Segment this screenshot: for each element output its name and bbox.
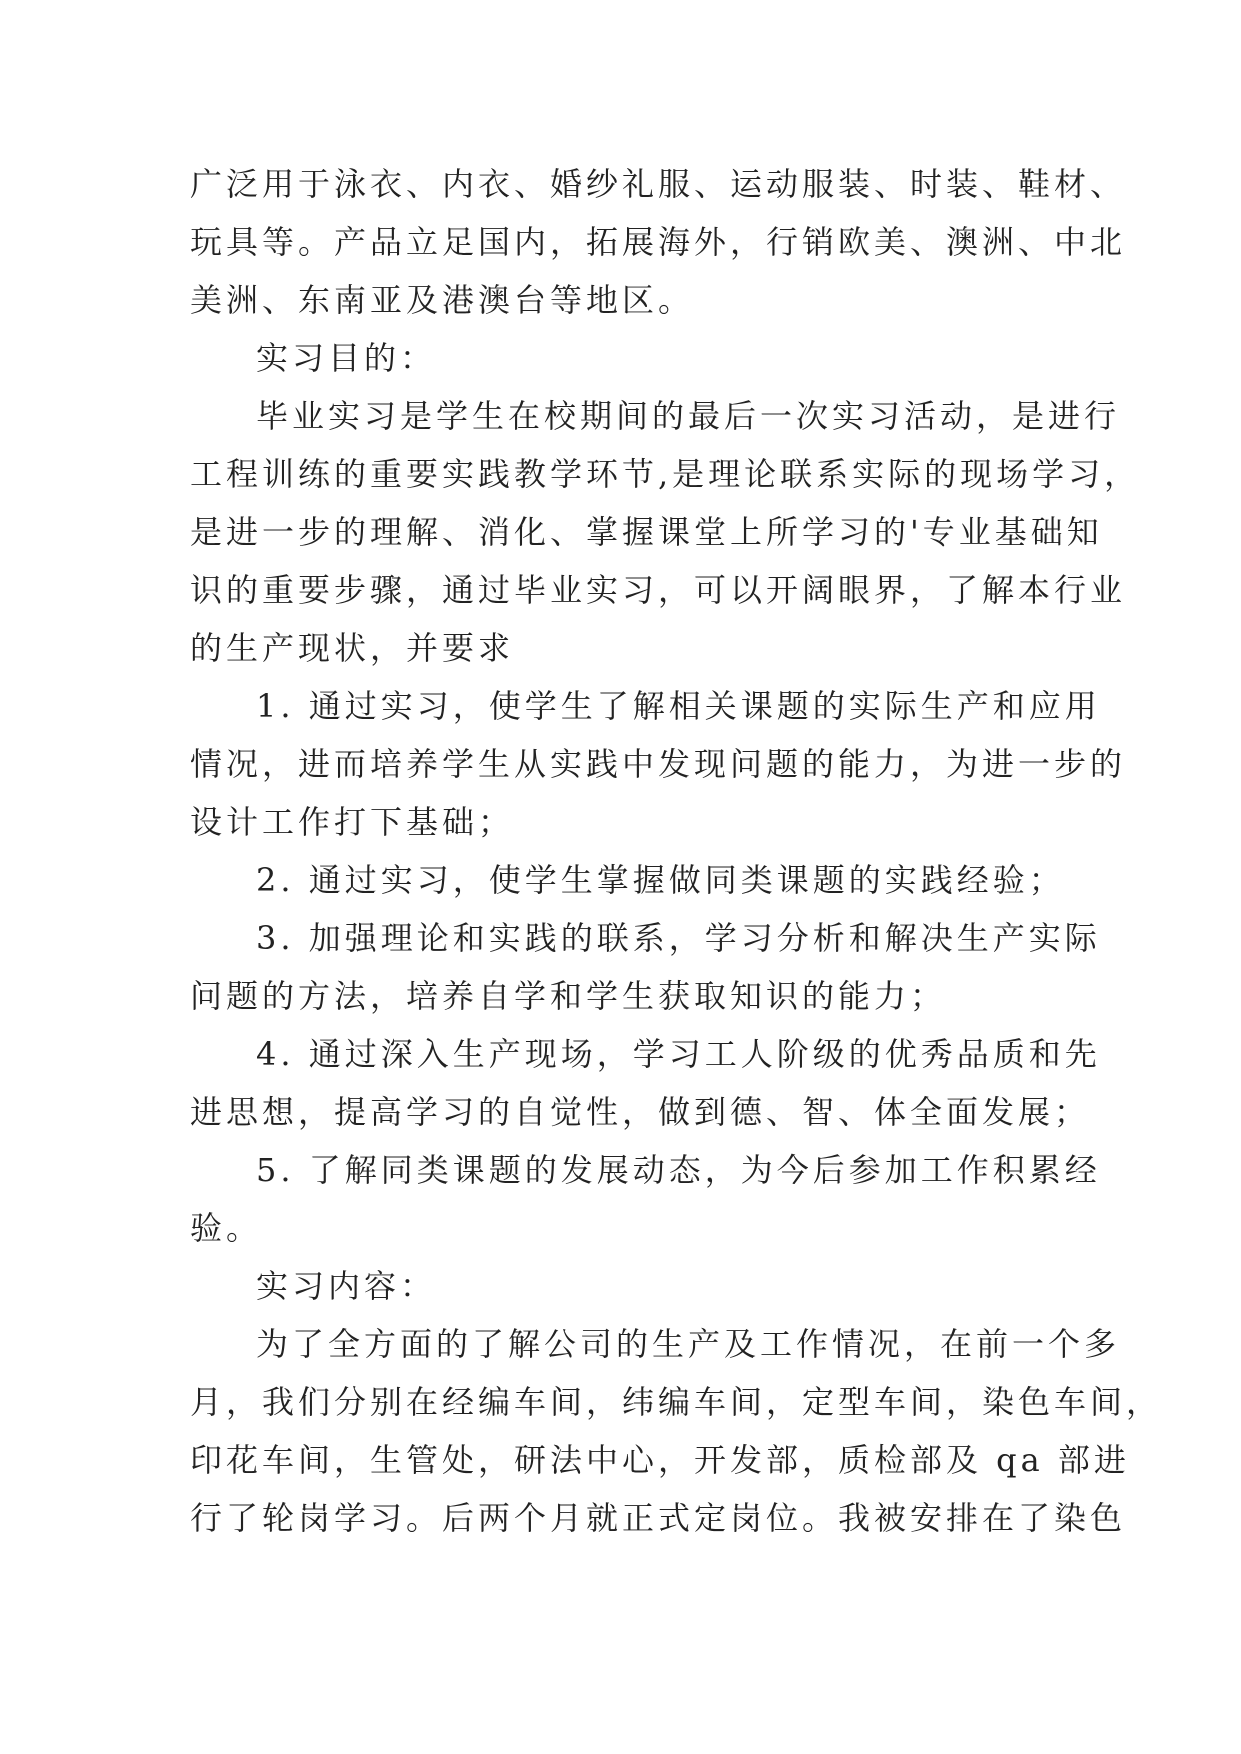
text-line-15: 问题的方法，培养自学和学生获取知识的能力； [190,977,947,1015]
text-line-24: 行了轮岗学习。后两个月就正式定岗位。我被安排在了染色 [190,1499,1127,1537]
list-item-5: 5. 了解同类课题的发展动态，为今后参加工作积累经 [256,1151,1101,1189]
text-line-12: 设计工作打下基础； [190,803,515,841]
list-item-4: 4. 通过深入生产现场，学习工人阶级的优秀品质和先 [256,1035,1101,1073]
document-body [190,155,1163,1547]
text-line-21: 为了全方面的了解公司的生产及工作情况，在前一个多 [256,1325,1121,1363]
text-line-11: 情况，进而培养学生从实践中发现问题的能力，为进一步的 [190,745,1127,783]
text-line-3: 美洲、东南亚及港澳台等地区。 [190,281,695,319]
section-heading-content: 实习内容： [256,1267,437,1305]
text-line-8: 识的重要步骤，通过毕业实习，可以开阔眼界，了解本行业 [190,571,1127,609]
text-line-7: 是进一步的理解、消化、掌握课堂上所学习的'专业基础知 [190,513,1103,551]
list-item-1: 1. 通过实习，使学生了解相关课题的实际生产和应用 [256,687,1101,725]
text-line-17: 进思想，提高学习的自觉性，做到德、智、体全面发展； [190,1093,1091,1131]
text-line-2: 玩具等。产品立足国内，拓展海外，行销欧美、澳洲、中北 [190,223,1127,261]
text-line-5: 毕业实习是学生在校期间的最后一次实习活动，是进行 [256,397,1121,435]
text-line-19: 验。 [190,1209,263,1247]
text-line-9: 的生产现状，并要求 [190,629,515,667]
section-heading-purpose: 实习目的： [256,339,437,377]
list-item-3: 3. 加强理论和实践的联系，学习分析和解决生产实际 [256,919,1101,957]
text-line-23: 印花车间，生管处，研法中心，开发部，质检部及 qa 部进 [190,1441,1130,1479]
text-line-22: 月，我们分别在经编车间，纬编车间，定型车间，染色车间， [190,1383,1163,1421]
text-line-6: 工程训练的重要实践教学环节,是理论联系实际的现场学习， [190,455,1141,493]
list-item-2: 2. 通过实习，使学生掌握做同类课题的实践经验； [256,861,1065,899]
text-line-1: 广泛用于泳衣、内衣、婚纱礼服、运动服装、时装、鞋材、 [190,165,1127,203]
